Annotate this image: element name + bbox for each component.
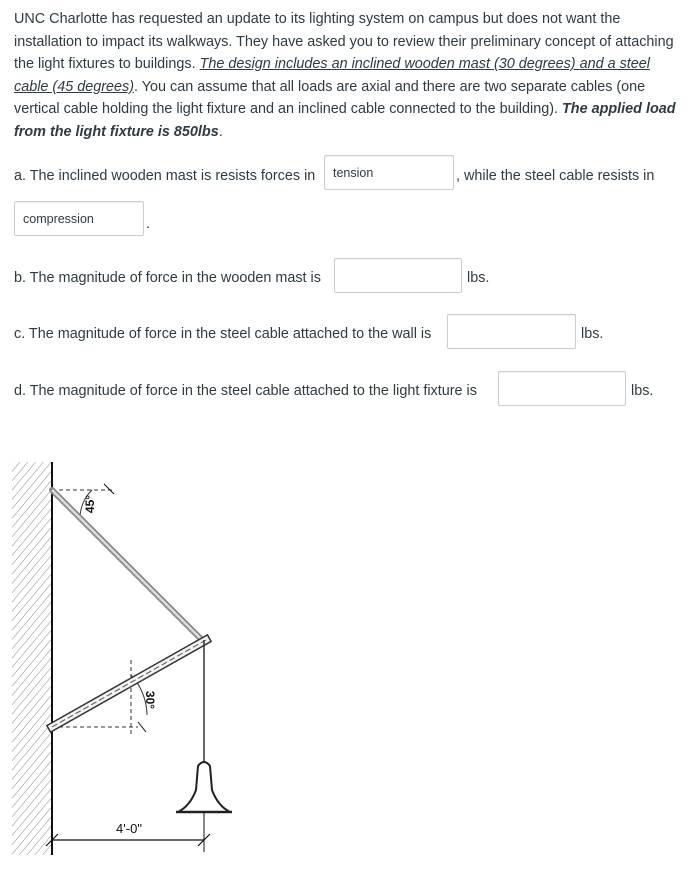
light-fixture-icon — [176, 762, 232, 812]
mast-angle-tick — [138, 722, 146, 732]
problem-text-2: . You can assume that all loads are axial and there are two separate cables (one vertical cable holding the light fixture and an inclined cable connected to the building). — [14, 78, 646, 118]
problem-text-3: . — [218, 123, 223, 140]
question-b-answer-input[interactable] — [334, 258, 462, 293]
question-a-middle: , while the steel cable resists in — [456, 168, 655, 184]
cable-angle-label: 45° — [83, 494, 97, 514]
question-c-answer-input[interactable] — [447, 314, 576, 349]
question-c-prefix: c. The magnitude of force in the steel cable attached to the wall is — [14, 326, 432, 342]
question-d-answer-input[interactable] — [498, 371, 626, 406]
wooden-mast-fill — [52, 640, 206, 727]
question-a-prefix: a. The inclined wooden mast is resists forces in — [14, 168, 316, 184]
problem-statement — [14, 8, 682, 144]
wall-hatching — [12, 462, 52, 855]
question-a-suffix: . — [146, 216, 150, 232]
cable-angle-tick — [104, 484, 114, 494]
question-a-answer-2-input[interactable] — [14, 201, 144, 236]
question-b-unit: lbs. — [467, 270, 490, 286]
structure-diagram — [0, 445, 260, 865]
question-d-prefix: d. The magnitude of force in the steel cable attached to the light fixture is — [14, 383, 477, 399]
question-d-unit: lbs. — [631, 383, 654, 399]
dimension-label: 4'-0" — [116, 821, 142, 836]
question-b-prefix: b. The magnitude of force in the wooden mast is — [14, 270, 321, 286]
mast-angle-label: 30° — [143, 690, 157, 710]
steel-cable-inner — [52, 490, 202, 640]
question-c-unit: lbs. — [581, 326, 604, 342]
problem-applied-load: The applied load from the light fixture is 850lbs — [14, 101, 676, 140]
question-a-answer-1-input[interactable] — [324, 155, 454, 190]
problem-underlined-text: The design includes an inclined wooden mast (30 degrees) and a steel cable (45 degrees) — [14, 56, 650, 95]
problem-text-1: UNC Charlotte has requested an update to its lighting system on campus but does not want the installation to impact its walkways. They have asked you to review their preliminary concept of attaching the light fixtures to buildings. — [14, 11, 674, 73]
